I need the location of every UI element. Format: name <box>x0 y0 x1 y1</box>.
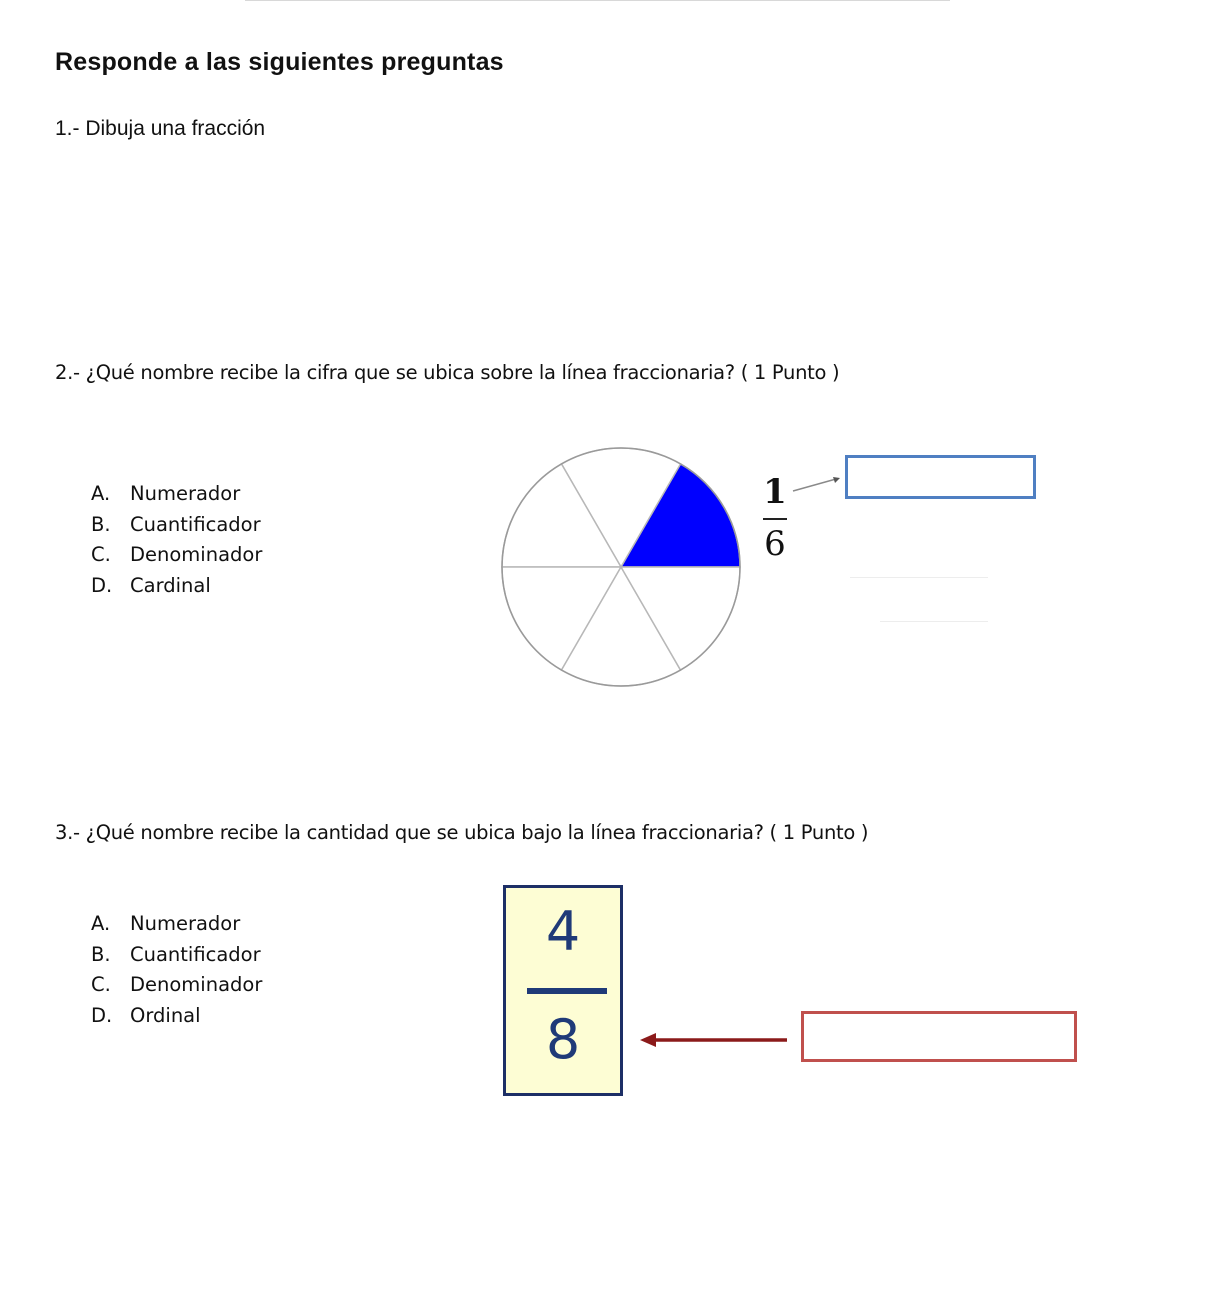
question-3-options <box>91 911 262 1033</box>
option-b[interactable] <box>91 512 262 543</box>
worksheet-heading: Responde a las siguientes preguntas <box>55 48 504 76</box>
option-c[interactable] <box>91 542 262 573</box>
fraction-line <box>763 518 787 520</box>
question-3: 3.- ¿Qué nombre recibe la cantidad que se ubica bajo la línea fraccionaria? ( 1 Punto ) <box>55 821 869 844</box>
arrow-left-icon <box>638 1030 790 1050</box>
question-2: 2.- ¿Qué nombre recibe la cifra que se ubica sobre la línea fraccionaria? ( 1 Punto ) <box>55 361 840 384</box>
option-b[interactable] <box>91 942 262 973</box>
option-letter: A. <box>91 912 111 935</box>
option-letter: B. <box>91 512 111 536</box>
option-c[interactable] <box>91 972 262 1003</box>
option-label: Numerador <box>130 912 241 935</box>
fraction-numerator: 1 <box>763 472 787 512</box>
option-letter: D. <box>91 573 113 597</box>
fraction-card-four-eighths <box>503 885 623 1096</box>
fraction-denominator: 6 <box>764 524 786 564</box>
option-label: Cuantificador <box>130 942 261 966</box>
option-letter: A. <box>91 482 111 505</box>
top-rule <box>245 0 950 1</box>
option-letter: B. <box>91 942 111 966</box>
option-label: Ordinal <box>130 1003 201 1027</box>
option-letter: C. <box>91 973 111 996</box>
option-label: Cardinal <box>130 573 211 597</box>
option-a[interactable] <box>91 481 262 512</box>
option-label: Cuantificador <box>130 512 261 536</box>
arrow-to-blue-box-icon <box>790 474 846 494</box>
option-label: Denominador <box>130 543 263 566</box>
option-a[interactable] <box>91 911 262 942</box>
option-label: Denominador <box>130 973 263 996</box>
faint-line <box>880 621 988 622</box>
fraction-denominator: 8 <box>545 1008 581 1071</box>
option-label: Numerador <box>130 482 241 505</box>
option-letter: D. <box>91 1003 113 1027</box>
option-d[interactable] <box>91 1003 262 1034</box>
faint-line <box>850 577 988 578</box>
question-1: 1.- Dibuja una fracción <box>55 117 266 140</box>
answer-box-q3[interactable] <box>801 1011 1077 1062</box>
answer-box-q2[interactable] <box>845 455 1036 499</box>
fraction-pie-chart <box>498 446 744 692</box>
option-letter: C. <box>91 543 111 566</box>
fraction-numerator: 4 <box>545 900 581 963</box>
pie-slices <box>502 448 740 686</box>
question-2-options <box>91 481 262 603</box>
fraction-one-sixth <box>756 472 794 564</box>
fraction-line <box>527 988 607 994</box>
option-d[interactable] <box>91 573 262 604</box>
